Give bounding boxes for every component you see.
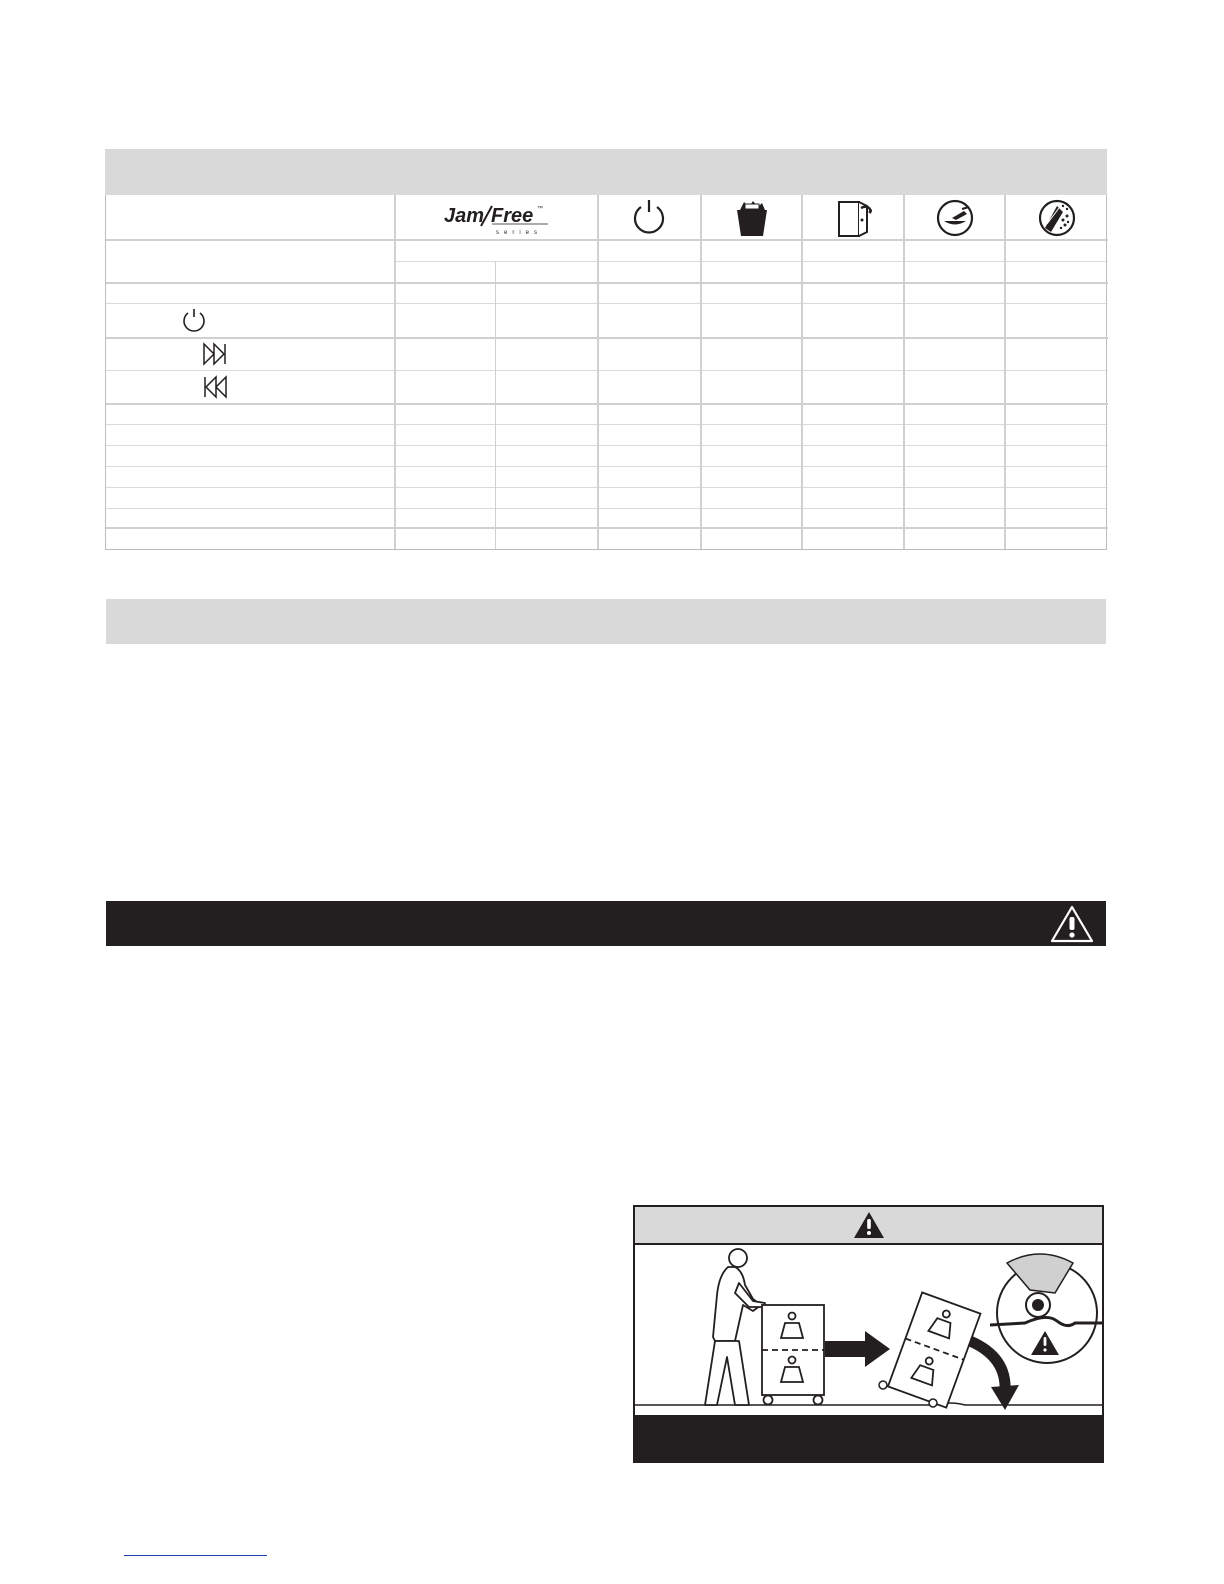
panel-header	[635, 1207, 1102, 1245]
table-rule	[106, 282, 1108, 284]
bin-full-icon	[702, 195, 801, 240]
logo-free-text: Free	[491, 204, 534, 227]
tip-over-illustration	[635, 1245, 1102, 1417]
table-rule	[106, 303, 1108, 304]
upright-shredder	[762, 1305, 824, 1405]
push-arrow	[825, 1331, 890, 1367]
shred-icon	[1006, 195, 1107, 240]
tip-over-caution-panel	[633, 1205, 1104, 1463]
warning-band	[106, 901, 1106, 946]
section-title-band	[106, 599, 1106, 644]
panel-footer	[635, 1415, 1102, 1461]
reverse-button-icon	[202, 375, 228, 404]
logo-series-text: series	[496, 229, 543, 236]
table-col-rule	[495, 261, 496, 549]
table-col-rule	[597, 195, 599, 549]
table-rule	[106, 403, 1108, 405]
tip-arrow	[991, 1385, 1019, 1410]
warning-triangle-icon	[1050, 905, 1094, 948]
table-rule	[106, 527, 1108, 529]
oil-icon	[905, 195, 1004, 240]
table-rule	[106, 487, 1108, 488]
table-col-rule	[1004, 195, 1006, 549]
table-rule	[106, 445, 1108, 446]
feature-table-title-band	[105, 149, 1107, 195]
table-rule	[106, 424, 1108, 425]
feature-table	[105, 195, 1107, 550]
table-rule	[106, 370, 1108, 371]
table-rule	[106, 337, 1108, 339]
table-col-rule	[394, 195, 396, 549]
table-col-rule	[903, 195, 905, 549]
logo-tm: ™	[537, 205, 543, 212]
door-open-icon	[803, 195, 903, 240]
table-col-rule	[700, 195, 702, 549]
logo-jam-text: Jam	[444, 204, 485, 227]
table-col-rule	[801, 195, 803, 549]
tilting-shredder	[888, 1292, 980, 1407]
table-rule	[106, 508, 1108, 509]
power-icon	[598, 195, 700, 240]
table-rule	[396, 261, 1108, 262]
wheel-obstacle-inset	[990, 1254, 1102, 1363]
power-button-icon	[180, 307, 208, 340]
warning-triangle-icon	[853, 1211, 885, 1239]
footer-link[interactable]	[124, 1555, 267, 1556]
forward-button-icon	[202, 342, 228, 371]
table-rule	[106, 466, 1108, 467]
person-figure	[705, 1249, 765, 1405]
jamfree-logo	[396, 195, 596, 240]
